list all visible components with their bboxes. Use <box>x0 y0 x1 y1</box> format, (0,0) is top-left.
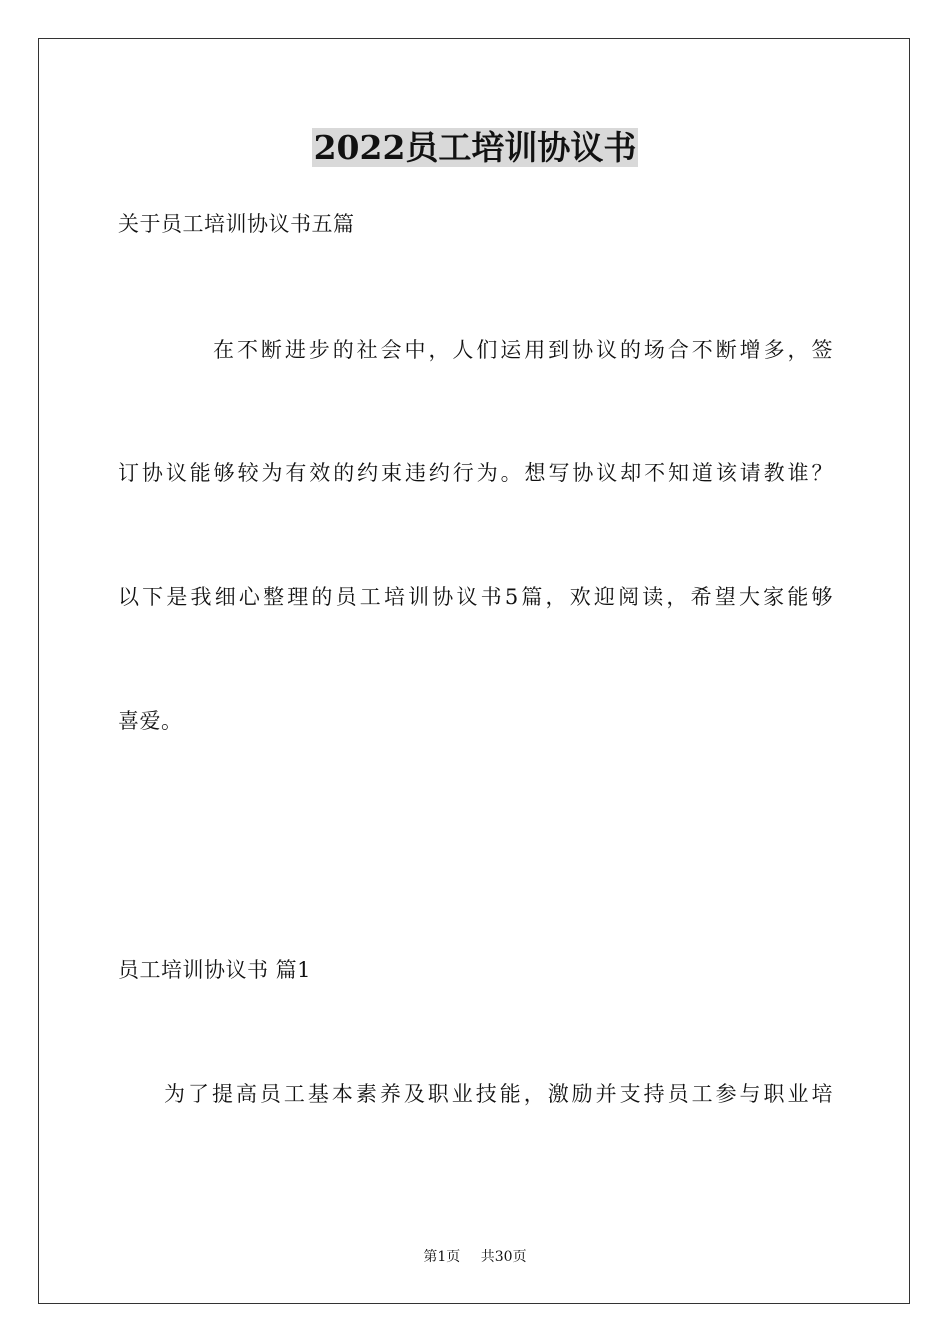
document-subtitle: 关于员工培训协议书五篇 <box>118 212 355 236</box>
page-footer <box>0 1248 950 1266</box>
document-title-text: 2022员工培训协议书 <box>313 128 637 167</box>
document-title <box>0 128 950 168</box>
page-number-current: 第1页 <box>423 1249 461 1265</box>
intro-line-1: 在不断进步的社会中，人们运用到协议的场合不断增多，签 <box>213 338 833 362</box>
intro-line-3: 以下是我细心整理的员工培训协议书5篇，欢迎阅读，希望大家能够 <box>118 585 833 609</box>
section-heading: 员工培训协议书 篇1 <box>118 958 312 982</box>
page-number-total: 共30页 <box>480 1249 527 1265</box>
intro-line-2: 订协议能够较为有效的约束违约行为。想写协议却不知道该请教谁？ <box>118 461 833 485</box>
section-first-line: 为了提高员工基本素养及职业技能，激励并支持员工参与职业培 <box>164 1082 833 1106</box>
intro-line-4: 喜爱。 <box>118 709 183 733</box>
